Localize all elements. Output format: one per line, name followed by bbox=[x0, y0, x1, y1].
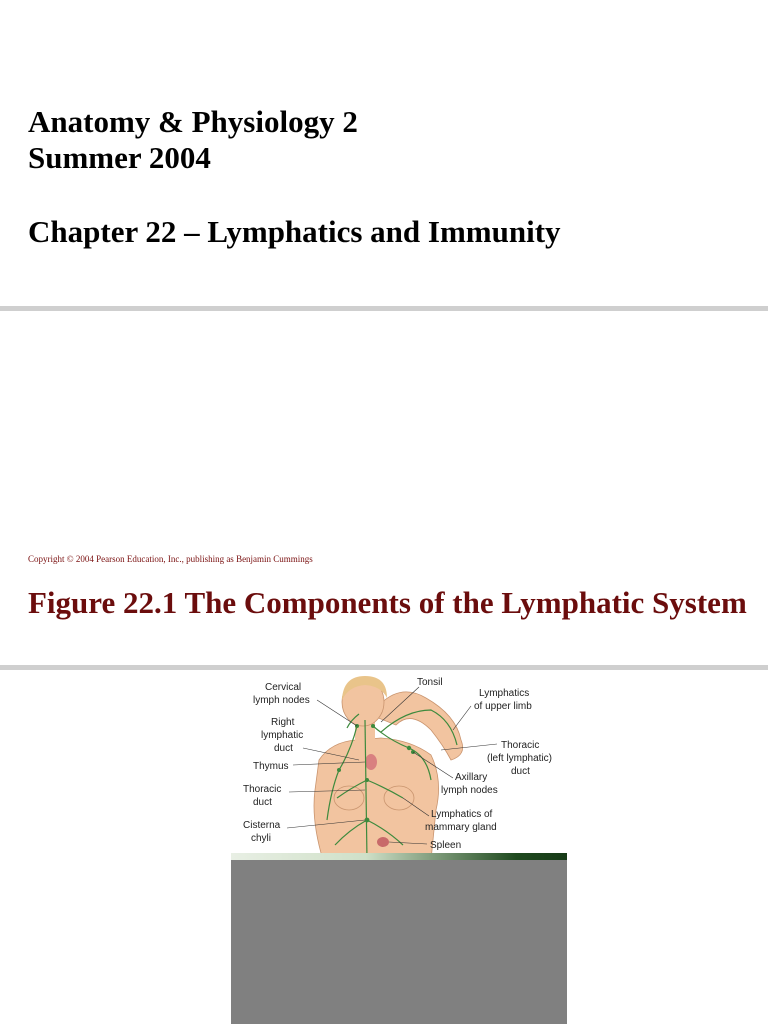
label-thymus: Thymus bbox=[253, 761, 289, 772]
image-placeholder-block bbox=[231, 860, 567, 1024]
label-left-thoracic-1: Thoracic bbox=[501, 740, 540, 751]
label-left-thoracic-2: (left lymphatic) bbox=[487, 753, 553, 764]
label-cervical-2: lymph nodes bbox=[253, 695, 310, 706]
course-title: Anatomy & Physiology 2 bbox=[28, 104, 358, 139]
label-right-duct-2: lymphatic bbox=[261, 730, 304, 741]
label-axillary-2: lymph nodes bbox=[441, 785, 498, 796]
label-upper-limb-2: of upper limb bbox=[474, 701, 532, 712]
label-upper-limb-1: Lymphatics bbox=[479, 688, 530, 699]
label-right-duct-3: duct bbox=[274, 743, 293, 754]
label-thoracic-duct-2: duct bbox=[253, 797, 272, 808]
slide-divider bbox=[0, 306, 768, 311]
label-thoracic-duct-1: Thoracic bbox=[243, 784, 282, 795]
copyright-notice: Copyright © 2004 Pearson Education, Inc., publishing as Benjamin Cummings bbox=[28, 554, 313, 564]
label-cervical-1: Cervical bbox=[265, 682, 302, 693]
chapter-title: Chapter 22 – Lymphatics and Immunity bbox=[28, 214, 561, 249]
label-spleen: Spleen bbox=[430, 840, 462, 851]
label-mammary-2: mammary gland bbox=[425, 822, 497, 833]
label-axillary-1: Axillary bbox=[455, 772, 488, 783]
term-title: Summer 2004 bbox=[28, 140, 211, 175]
figure-title: Figure 22.1 The Components of the Lymphatic System bbox=[28, 585, 747, 620]
lymphatic-illustration bbox=[231, 670, 567, 860]
label-cisterna-1: Cisterna bbox=[243, 820, 281, 831]
label-tonsil: Tonsil bbox=[417, 677, 443, 688]
label-right-duct-1: Right bbox=[271, 717, 295, 728]
label-mammary-1: Lymphatics of bbox=[431, 809, 493, 820]
label-cisterna-2: chyli bbox=[251, 833, 272, 844]
label-left-thoracic-3: duct bbox=[511, 766, 530, 777]
